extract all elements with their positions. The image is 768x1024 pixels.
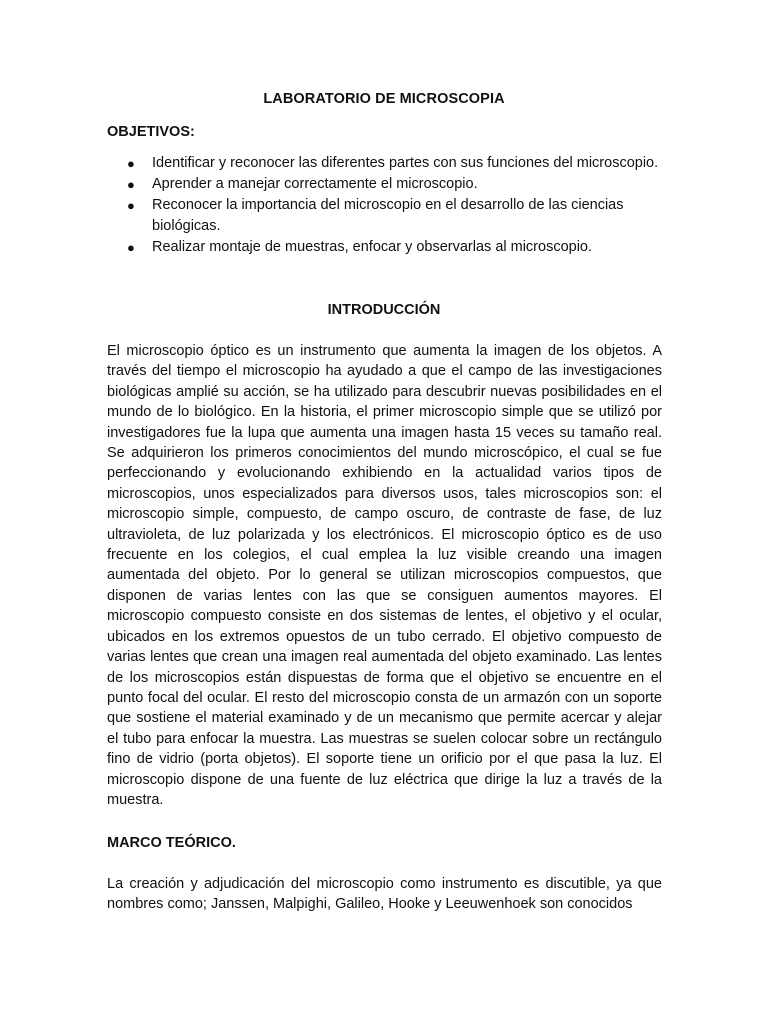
objective-text: Aprender a manejar correctamente el microscopio. [152, 176, 478, 192]
objective-text: Reconocer la importancia del microscopio en el desarrollo de las ciencias biológicas. [152, 197, 624, 234]
objectives-list [107, 153, 667, 258]
objective-text: Realizar montaje de muestras, enfocar y observarlas al microscopio. [152, 239, 593, 255]
bullet-icon: ● [127, 198, 135, 213]
introduction-paragraph: El microscopio óptico es un instrumento que aumenta la imagen de los objetos. A través del tiempo el microscopio ha ayudado a que el campo de las investigaciones biológicas amplié su acción, se ha utilizado para descubrir nuevas posibilidades en el mundo de lo biológico. En la historia, el primer microscopio simple que se utilizó por investigadores fue la lupa que aumenta una imagen hasta 15 veces su tamaño real. Se adquirieron los primeros conocimientos del mundo microscópico, el cual se fue perfeccionando y evolucionando exhibiendo en la actualidad varios tipos de microscopios, unos especializados para diversos usos, tales microscopios son: el microscopio simple, compuesto, de campo oscuro, de contraste de fase, de luz ultravioleta, de luz polarizada y los electrónicos. El microscopio óptico es de uso frecuente en los colegios, el cual emplea la luz visible creando una imagen aumentada del objeto. Por lo general se utilizan microscopios compuestos, que disponen de varias lentes con las que se consiguen aumentos mayores. El microscopio compuesto consiste en dos sistemas de lentes, el objetivo y el ocular, ubicados en los extremos opuestos de un tubo cerrado. El objetivo compuesto de varias lentes que crean una imagen real aumentada del objeto examinado. Las lentes de los microscopios están dispuestas de forma que el objetivo se encuentre en el punto focal del ocular. El resto del microscopio consta de un armazón con un soporte que sostiene el material examinado y de un mecanismo que permite acercar y alejar el tubo para enfocar la muestra. Las muestras se suelen colocar sobre un rectángulo fino de vidrio (porta objetos). El soporte tiene un orificio por el que pasa la luz. El microscopio dispone de una fuente de luz eléctrica que dirige la luz a través de la muestra. [107, 343, 662, 808]
objective-item [107, 195, 667, 237]
bullet-icon: ● [127, 240, 135, 255]
marco-teorico-heading: MARCO TEÓRICO. [107, 835, 236, 851]
objective-item [107, 174, 667, 195]
objective-text: Identificar y reconocer las diferentes partes con sus funciones del microscopio. [152, 155, 659, 171]
bullet-icon: ● [127, 156, 135, 171]
objectives-heading: OBJETIVOS: [107, 124, 195, 140]
bullet-icon: ● [127, 177, 135, 192]
document-title: LABORATORIO DE MICROSCOPIA [263, 91, 505, 107]
objective-item [107, 153, 667, 174]
marco-teorico-paragraph: La creación y adjudicación del microscopio como instrumento es discutible, ya que nombres como; Janssen, Malpighi, Galileo, Hooke y Leeuwenhoek son conocidos [107, 876, 662, 913]
introduction-heading: INTRODUCCIÓN [327, 302, 441, 318]
objective-item [107, 237, 667, 258]
